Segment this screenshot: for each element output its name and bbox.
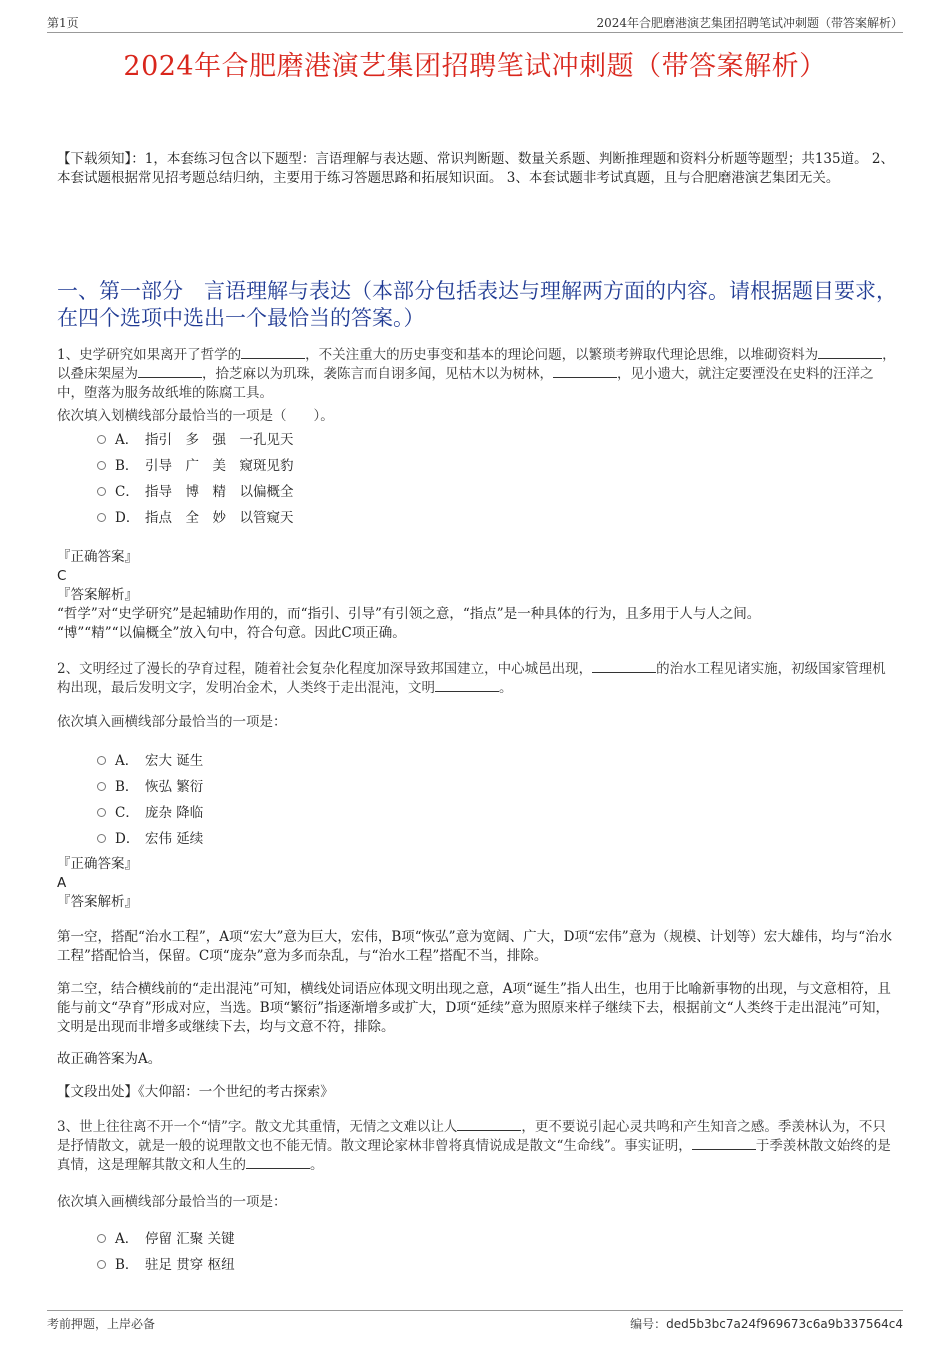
radio-icon[interactable]: [97, 487, 106, 496]
blank: [692, 1137, 756, 1150]
analysis-label: 『答案解析』: [57, 894, 138, 910]
analysis-label: 『答案解析』: [57, 587, 138, 603]
blank: [457, 1118, 521, 1131]
question-1-options: [97, 425, 294, 529]
question-2-answer: [57, 855, 138, 912]
question-3-prompt: 依次填入画横线部分最恰当的一项是：: [57, 1194, 287, 1210]
download-notice: 【下载须知】：1，本套练习包含以下题型：言语理解与表达题、常识判断题、数量关系题、判断推理题和资料分析题等题型；共135道。 2、本套试题根据常见招考题总结归纳，主要用于练习答题思路和拓展知识面。 3、本套试题非考试真题，且与合肥磨港演艺集团无关。: [57, 151, 894, 186]
question-2-prompt: 依次填入画横线部分最恰当的一项是：: [57, 714, 287, 730]
answer-value: C: [57, 568, 67, 584]
question-2-stem: 2、文明经过了漫长的孕育过程，随着社会复杂化程度加深导致邦国建立，中心城邑出现， 的治水工程见诸实施，初级国家管理机构出现，最后发明文字，发明冶金术，人类终于走出混沌，文明 。: [57, 661, 886, 696]
radio-icon[interactable]: [97, 756, 106, 765]
analysis-paragraph-2: 第二空，结合横线前的“走出混沌”可知，横线处词语应体现文明出现之意，A项“诞生”指人出生，也用于比喻新事物的出现，与文意相符，且能与前文“孕育”形成对应，当选。B项“繁衍”指逐渐增多或扩大，D项“延续”意为照原来样子继续下去，根据前文“人类终于走出混沌”可知，文明是出现而非增多或继续下去，均与文意不符，排除。: [57, 981, 891, 1035]
question-1-answer: [57, 548, 760, 643]
question-1-prompt: 依次填入划横线部分最恰当的一项是（ ）。: [57, 408, 334, 424]
blank: [553, 365, 617, 378]
analysis-paragraph-1: 第一空，搭配“治水工程”，A项“宏大”意为巨大，宏伟，B项“恢弘”意为宽阔、广大，D项“宏伟”意为（规模、计划等）宏大雄伟，均与“治水工程”搭配恰当，保留。C项“庞杂”意为多而杂乱，与“治水工程”搭配不当，排除。: [57, 929, 893, 964]
option-a[interactable]: A． 指引 多 强 一孔见天: [97, 425, 294, 451]
answer-label: 『正确答案』: [57, 549, 138, 565]
option-b[interactable]: B． 引导 广 美 窥斑见豹: [97, 451, 294, 477]
text-source: 【文段出处】《大仰韶：一个世纪的考古探索》: [57, 1084, 334, 1100]
blank: [246, 1156, 310, 1169]
page-title: 2024年合肥磨港演艺集团招聘笔试冲刺题（带答案解析）: [123, 51, 827, 82]
option-c[interactable]: C． 庞杂 降临: [97, 798, 203, 824]
section-heading: 一、第一部分 言语理解与表达（本部分包括表达与理解两方面的内容。请根据题目要求，在四个选项中选出一个最恰当的答案。）: [57, 279, 897, 330]
analysis-conclusion: 故正确答案为A。: [57, 1051, 162, 1067]
footer-slogan: 考前押题，上岸必备: [47, 1317, 156, 1331]
blank: [241, 346, 305, 359]
option-b[interactable]: B． 驻足 贯穿 枢纽: [97, 1250, 235, 1276]
blank: [592, 660, 656, 673]
radio-icon[interactable]: [97, 782, 106, 791]
page-footer: [47, 1310, 903, 1331]
blank: [818, 346, 882, 359]
radio-icon[interactable]: [97, 1234, 106, 1243]
question-1-stem: 1、史学研究如果离开了哲学的 ，不关注重大的历史事变和基本的理论问题，以繁琐考辨取代理论思维，以堆砌资料为 ，以叠床架屋为 ，拾芝麻以为玑珠，袭陈言而自诩多闻，见枯木以为树林， ，见小遗大，就注定要湮没在史料的汪洋之中，堕落为服务故纸堆的陈腐工具。: [57, 347, 896, 401]
answer-label: 『正确答案』: [57, 856, 138, 872]
radio-icon[interactable]: [97, 435, 106, 444]
analysis-text: “博”“精”“以偏概全”放入句中，符合句意。因此C项正确。: [57, 625, 406, 641]
option-b[interactable]: B． 恢弘 繁衍: [97, 772, 203, 798]
option-a[interactable]: A． 宏大 诞生: [97, 746, 203, 772]
option-d[interactable]: D． 宏伟 延续: [97, 824, 203, 850]
option-a[interactable]: A． 停留 汇聚 关键: [97, 1224, 235, 1250]
blank: [435, 679, 499, 692]
question-3-options: [97, 1224, 235, 1276]
radio-icon[interactable]: [97, 513, 106, 522]
analysis-text: “哲学”对“史学研究”是起辅助作用的，而“指引、引导”有引领之意，“指点”是一种具体的行为，且多用于人与人之间。: [57, 606, 761, 622]
radio-icon[interactable]: [97, 461, 106, 470]
option-c[interactable]: C． 指导 博 精 以偏概全: [97, 477, 294, 503]
radio-icon[interactable]: [97, 1260, 106, 1269]
radio-icon[interactable]: [97, 834, 106, 843]
page-header: [47, 12, 903, 33]
question-2-options: [97, 746, 203, 850]
radio-icon[interactable]: [97, 808, 106, 817]
question-3-stem: 3、世上往往离不开一个“情”字。散文尤其重情，无情之文难以让人 ，更不要说引起心灵共鸣和产生知音之感。季羡林认为，不只是抒情散文，就是一般的说理散文也不能无情。散文理论家林非曾将真情说成是散文“生命线”。事实证明， 于季羡林散文始终的是真情，这是理解其散文和人生的 。: [57, 1119, 891, 1173]
page-number: 第1页: [47, 16, 79, 30]
header-doc-title: 2024年合肥磨港演艺集团招聘笔试冲刺题（带答案解析）: [596, 16, 903, 30]
blank: [138, 365, 202, 378]
document-code: 编号：ded5b3bc7a24f969673c6a9b337564c4: [630, 1317, 903, 1331]
answer-value: A: [57, 875, 67, 891]
option-d[interactable]: D． 指点 全 妙 以管窥天: [97, 503, 294, 529]
